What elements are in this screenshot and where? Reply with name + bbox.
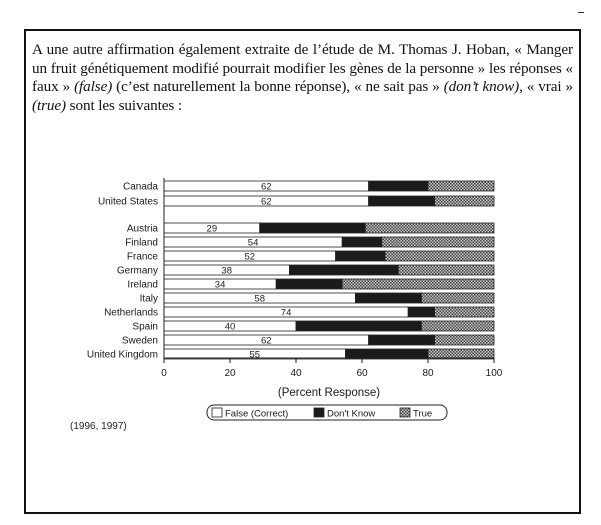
bar-true-canada (428, 181, 494, 191)
data-label-austria: 29 (206, 223, 218, 235)
x-axis-title: (Percent Response) (277, 387, 381, 399)
category-label-italy: Italy (139, 293, 158, 305)
category-label-canada: Canada (122, 181, 158, 193)
bar-true-ireland (342, 279, 494, 289)
legend-label-dont-know: Don't Know (327, 408, 376, 420)
bar-dont-know-germany (289, 265, 398, 275)
x-tick-label-80: 80 (422, 368, 434, 379)
bar-true-united-states (435, 196, 494, 206)
intro-text-3: , « vrai » (519, 78, 573, 95)
data-label-germany: 38 (221, 265, 232, 277)
legend-label-true: True (413, 408, 433, 420)
data-label-sweden: 62 (261, 335, 272, 347)
bar-true-finland (382, 237, 494, 247)
data-label-ireland: 34 (214, 279, 226, 291)
bar-dont-know-austria (260, 223, 366, 233)
intro-text-2: (c’est naturellement la bonne réponse), « ne sait pas » (112, 78, 444, 95)
bar-true-spain (421, 321, 494, 331)
bar-dont-know-netherlands (408, 307, 434, 317)
category-label-austria: Austria (126, 223, 158, 235)
category-label-sweden: Sweden (121, 335, 158, 347)
category-label-ireland: Ireland (127, 279, 158, 291)
data-label-france: 52 (244, 251, 256, 263)
category-label-germany: Germany (116, 265, 158, 277)
x-tick-label-20: 20 (224, 368, 236, 379)
x-tick-label-100: 100 (485, 368, 503, 379)
legend-swatch-true (400, 408, 410, 417)
intro-text-4: sont les suivantes : (65, 96, 183, 114)
category-label-united-states: United States (97, 196, 158, 208)
data-label-united-states: 62 (261, 196, 272, 208)
category-label-france: France (126, 251, 158, 263)
x-tick-label-0: 0 (161, 368, 167, 379)
bar-dont-know-spain (296, 321, 421, 331)
intro-dontknow-term: (don’t know) (443, 78, 520, 95)
date-footnote: (1996, 1997) (70, 421, 127, 432)
bar-dont-know-ireland (276, 279, 342, 289)
data-label-canada: 62 (261, 181, 272, 193)
bar-true-austria (365, 223, 494, 233)
bar-dont-know-canada (369, 181, 428, 191)
data-label-italy: 58 (254, 293, 265, 305)
intro-false-term: (false) (74, 78, 113, 95)
bar-true-italy (421, 293, 494, 303)
category-label-united-kingdom: United Kingdom (86, 349, 158, 361)
bar-dont-know-sweden (369, 335, 435, 345)
data-label-finland: 54 (247, 237, 259, 249)
data-label-united-kingdom: 55 (249, 349, 261, 361)
bar-dont-know-france (336, 251, 386, 261)
data-label-spain: 40 (224, 321, 236, 333)
bar-true-germany (398, 265, 494, 275)
bar-true-france (385, 251, 494, 261)
category-label-netherlands: Netherlands (104, 307, 158, 319)
legend-swatch-dont-know (314, 408, 324, 417)
bar-dont-know-finland (342, 237, 382, 247)
category-label-spain: Spain (132, 321, 158, 333)
bar-dont-know-italy (355, 293, 421, 303)
x-tick-label-60: 60 (356, 368, 368, 379)
x-tick-label-40: 40 (290, 368, 302, 379)
bar-true-netherlands (435, 307, 494, 317)
legend-swatch-false (212, 408, 222, 417)
bar-true-sweden (435, 335, 494, 345)
legend-label-false: False (Correct) (225, 408, 289, 420)
intro-true-term: (true) (32, 96, 66, 114)
bar-dont-know-united-states (369, 196, 435, 206)
data-label-netherlands: 74 (280, 307, 292, 319)
category-label-finland: Finland (125, 237, 158, 249)
intro-text-1: A une autre affirmation également extraite de l’étude de M. Thomas J. Hoban, « Manger un fruit génétiquement modifié pourrait modifier les gènes de la personne » les réponses « faux » (32, 41, 573, 95)
